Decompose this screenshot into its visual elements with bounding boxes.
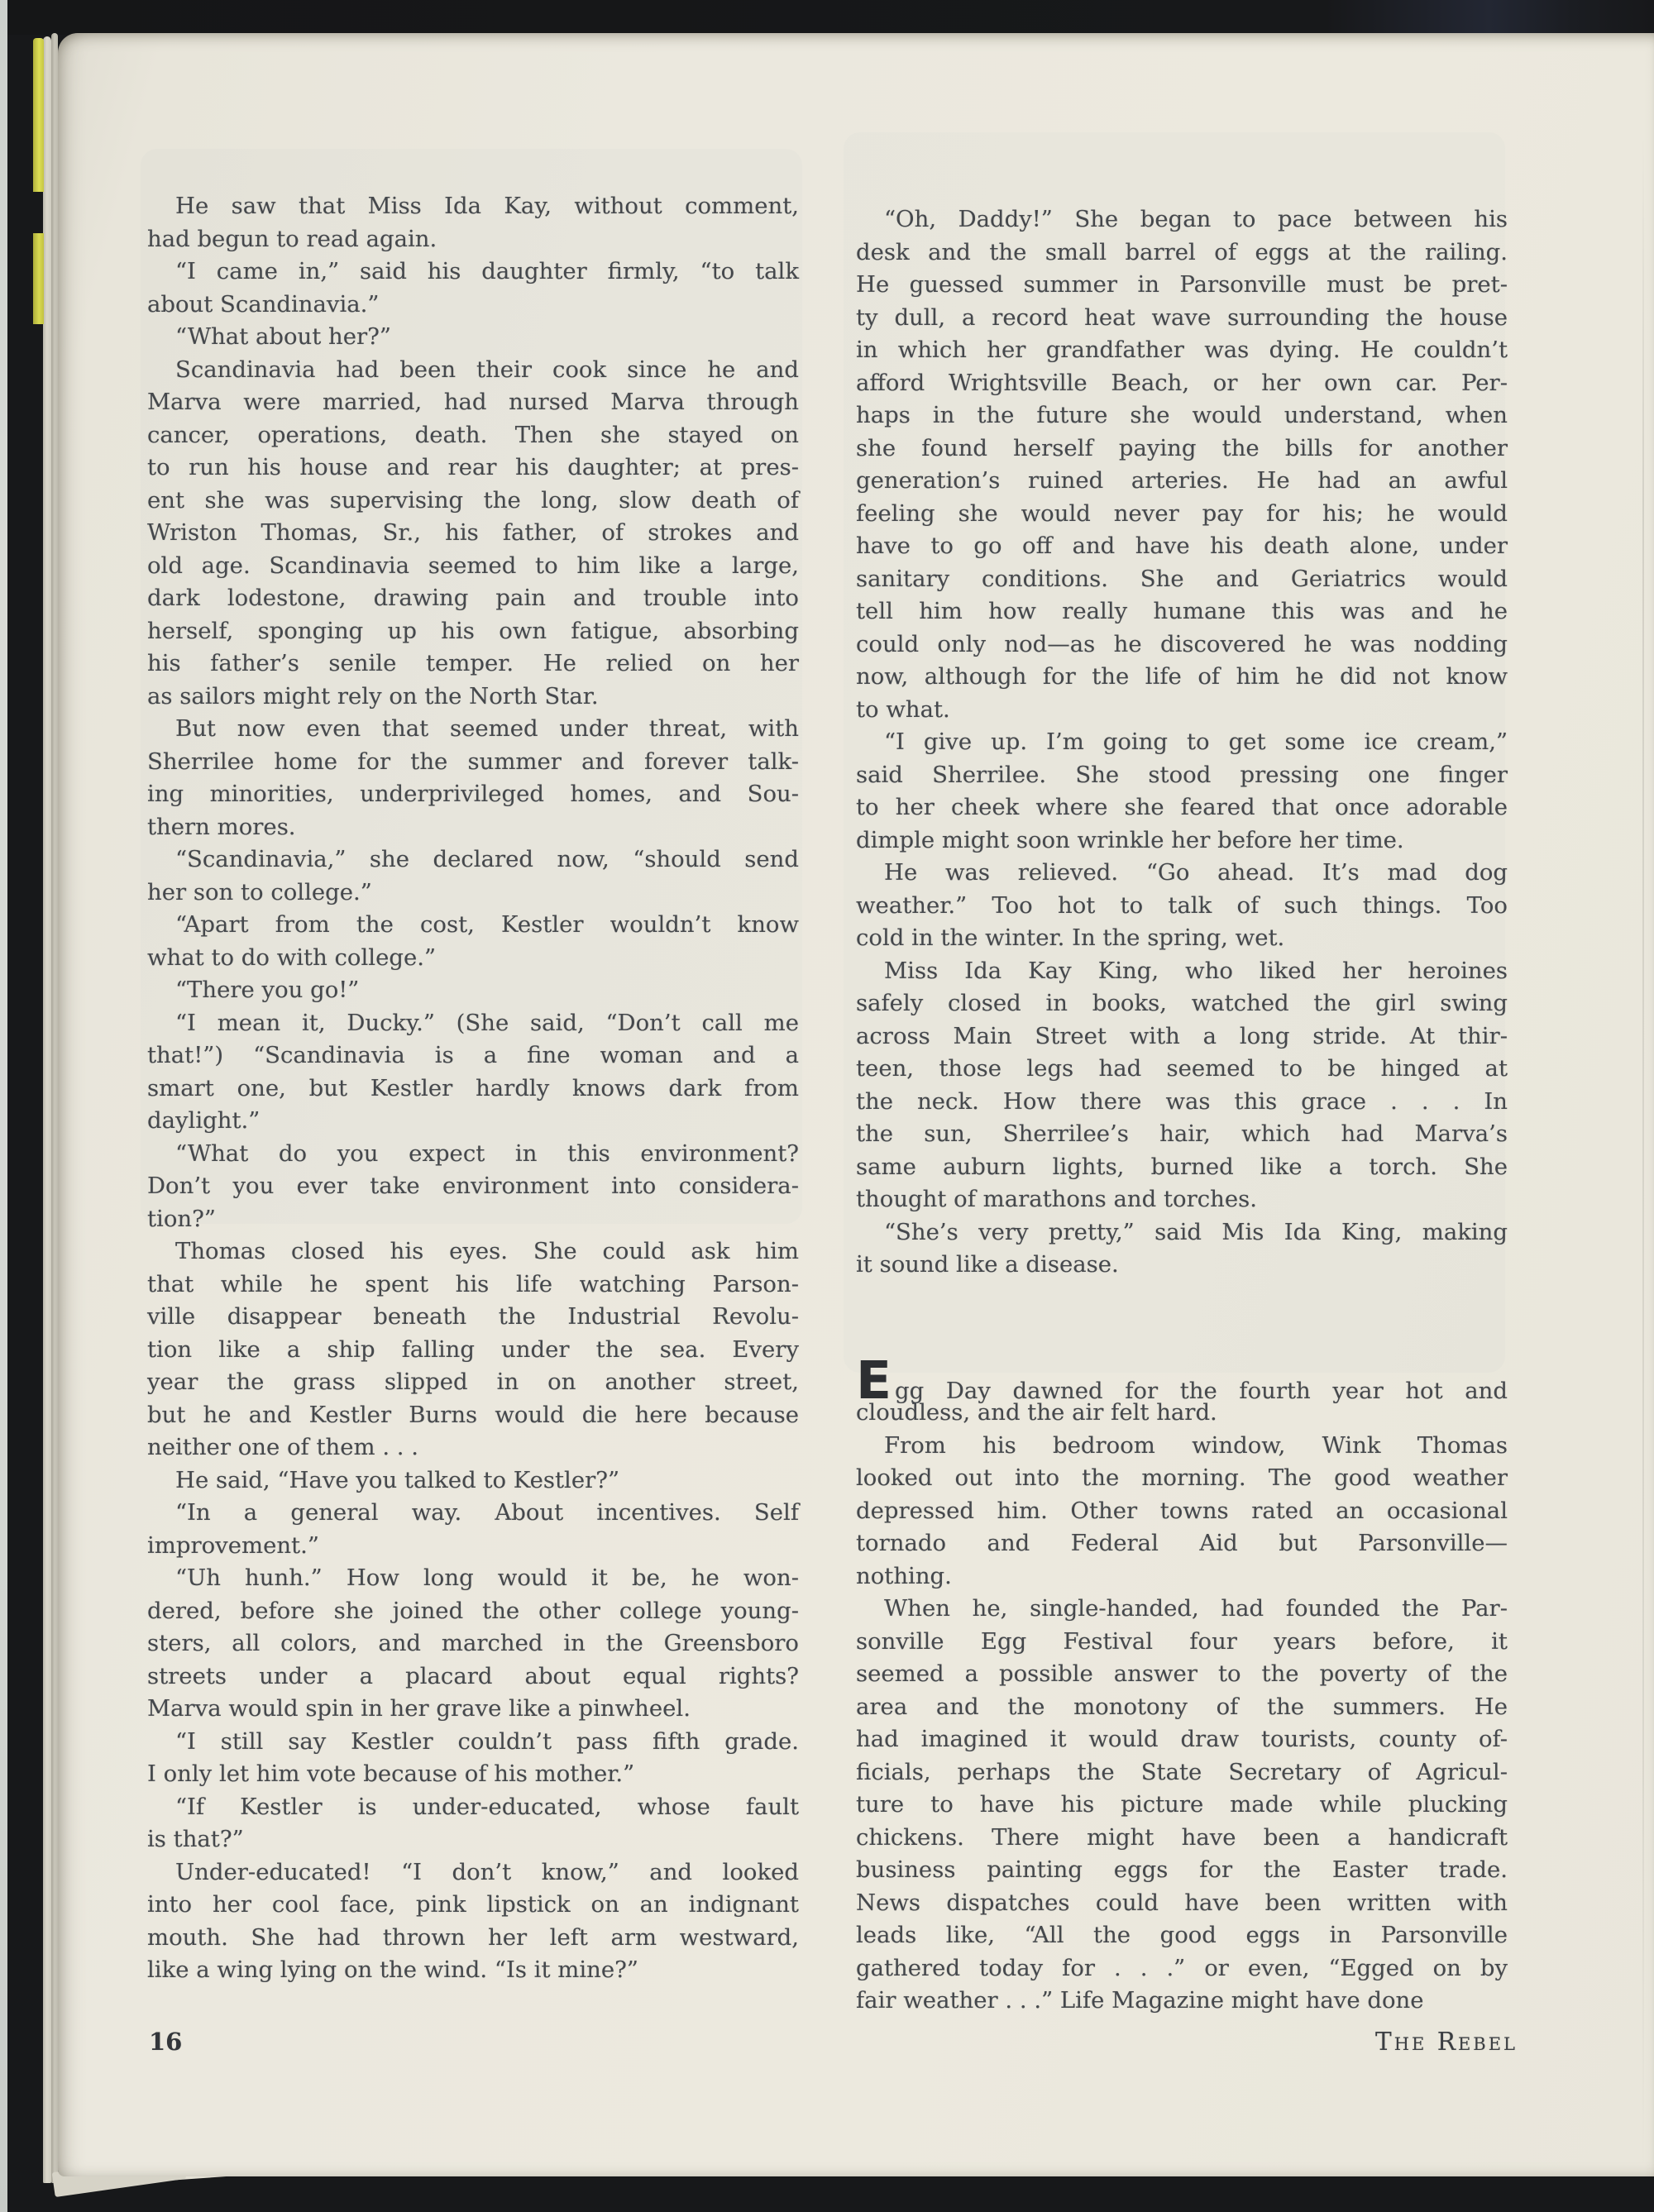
text-line: I only let him vote because of his mother.” xyxy=(147,1761,635,1787)
paragraph xyxy=(856,955,1508,1216)
paragraph xyxy=(856,1216,1508,1282)
text-line: it sound like a disease. xyxy=(856,1251,1119,1278)
text-line: said Sherrilee. She stood pressing one finger xyxy=(856,761,1508,788)
paragraph xyxy=(147,1856,799,1987)
text-line: about Scandinavia.” xyxy=(147,290,380,318)
text-line: Marva were married, had nursed Marva through xyxy=(147,389,799,415)
text-line: same auburn lights, burned like a torch. She xyxy=(856,1153,1508,1180)
text-line: she found herself paying the bills for another xyxy=(856,434,1508,461)
text-line: streets under a placard about equal rights? xyxy=(147,1662,799,1689)
text-line: cold in the winter. In the spring, wet. xyxy=(856,924,1285,951)
text-line: “She’s very pretty,” said Mis Ida King, making xyxy=(884,1218,1508,1245)
text-line: but he and Kestler Burns would die here because xyxy=(147,1401,799,1428)
text-line: like a wing lying on the wind. “Is it mine?” xyxy=(147,1956,638,1983)
paragraph xyxy=(856,857,1508,955)
paragraph xyxy=(147,909,799,974)
paragraph xyxy=(147,1138,799,1236)
text-line: Sherrilee home for the summer and forever talk- xyxy=(147,748,799,775)
text-line: sters, all colors, and marched in the Greensboro xyxy=(147,1630,799,1656)
text-line: sanitary conditions. She and Geriatrics would xyxy=(856,565,1508,592)
journal-title: The Rebel xyxy=(1375,2028,1518,2056)
paragraph xyxy=(147,1497,799,1562)
paragraph xyxy=(147,354,799,714)
text-line: old age. Scandinavia seemed to him like a large, xyxy=(147,552,799,579)
paragraph xyxy=(147,1007,799,1138)
text-line: to run his house and rear his daughter; at pres- xyxy=(147,454,799,480)
text-line: as sailors might rely on the North Star. xyxy=(147,682,599,709)
text-line: “If Kestler is under-educated, whose fault xyxy=(175,1793,799,1820)
text-line: now, although for the life of him he did not know xyxy=(856,663,1508,690)
text-line: improvement.” xyxy=(147,1531,319,1559)
page-edge-strip xyxy=(43,36,51,2183)
text-line: thought of marathons and torches. xyxy=(856,1186,1257,1212)
text-line: feeling she would never pay for his; he would xyxy=(856,499,1508,527)
paragraph xyxy=(856,1350,1508,1430)
text-line: safely closed in books, watched the girl swing xyxy=(856,990,1508,1016)
text-line: Under-educated! “I don’t know,” and looked xyxy=(175,1858,799,1885)
text-line: “What do you expect in this environment? xyxy=(175,1139,799,1167)
paragraph xyxy=(147,1235,799,1464)
text-column-right xyxy=(856,203,1508,2018)
text-line: He was relieved. “Go ahead. It’s mad dog xyxy=(884,859,1508,886)
text-line: Thomas closed his eyes. She could ask him xyxy=(175,1238,799,1264)
text-line: chickens. There might have been a handicraft xyxy=(856,1823,1508,1851)
page-edge-strip xyxy=(36,324,44,2102)
text-line: Egg Day dawned for the fourth year hot and xyxy=(856,1350,1508,1411)
text-line: nothing. xyxy=(856,1562,952,1589)
paragraph xyxy=(147,190,799,256)
text-line: tion like a ship falling under the sea. Every xyxy=(147,1335,799,1363)
page-edge-highlight xyxy=(33,38,44,192)
text-line: across Main Street with a long stride. At thir- xyxy=(856,1022,1508,1049)
text-line: dimple might soon wrinkle her before her time. xyxy=(856,826,1404,853)
text-line: to what. xyxy=(856,695,950,723)
text-line: dered, before she joined the other college young- xyxy=(147,1597,799,1624)
text-line: thern mores. xyxy=(147,813,296,840)
text-line: smart one, but Kestler hardly knows dark from xyxy=(147,1074,799,1101)
text-line: her son to college.” xyxy=(147,878,372,905)
text-line: seemed a possible answer to the poverty of the xyxy=(856,1660,1508,1687)
text-line: “There you go!” xyxy=(175,977,360,1003)
text-line: “I mean it, Ducky.” (She said, “Don’t call me xyxy=(175,1009,799,1036)
text-line: teen, those legs had seemed to be hinged at xyxy=(856,1055,1508,1082)
text-line: When he, single-handed, had founded the Par- xyxy=(884,1595,1508,1622)
text-line: Scandinavia had been their cook since he and xyxy=(175,356,799,383)
text-line: that!”) “Scandinavia is a fine woman and a xyxy=(147,1042,799,1068)
paragraph xyxy=(147,1791,799,1856)
text-line: neither one of them . . . xyxy=(147,1434,419,1460)
text-line: He guessed summer in Parsonville must be pret- xyxy=(856,271,1508,298)
text-line: ture to have his picture made while plucking xyxy=(856,1791,1508,1818)
text-line: “I came in,” said his daughter firmly, “to talk xyxy=(175,258,799,284)
text-line: daylight.” xyxy=(147,1107,261,1134)
book-backdrop-top xyxy=(7,0,1654,35)
paragraph xyxy=(147,1562,799,1726)
paragraph xyxy=(147,321,799,354)
paragraph xyxy=(147,1464,799,1498)
text-line: had begun to read again. xyxy=(147,225,437,252)
text-line: “I still say Kestler couldn’t pass fifth grade. xyxy=(175,1727,799,1755)
text-line: From his bedroom window, Wink Thomas xyxy=(884,1431,1508,1459)
text-line: afford Wrightsville Beach, or her own car. Per- xyxy=(856,369,1508,396)
paragraph xyxy=(147,713,799,843)
text-line: his father’s senile temper. He relied on her xyxy=(147,650,799,676)
text-line: News dispatches could have been written with xyxy=(856,1889,1508,1916)
text-line: “Oh, Daddy!” She began to pace between his xyxy=(884,206,1508,232)
paragraph xyxy=(856,1430,1508,1593)
page-number: 16 xyxy=(149,2028,183,2056)
section-break xyxy=(856,1282,1508,1364)
text-line: “Scandinavia,” she declared now, “should send xyxy=(175,846,799,872)
text-line: “I give up. I’m going to get some ice cream,” xyxy=(884,729,1508,755)
text-line: area and the monotony of the summers. He xyxy=(856,1693,1508,1720)
text-line: tornado and Federal Aid but Parsonville— xyxy=(856,1530,1508,1556)
text-line: the sun, Sherrilee’s hair, which had Marva’s xyxy=(856,1120,1508,1147)
text-line: gathered today for . . .” or even, “Egged on by xyxy=(856,1954,1508,1981)
text-line: ville disappear beneath the Industrial Revolu- xyxy=(147,1303,799,1330)
text-line: Wriston Thomas, Sr., his father, of strokes and xyxy=(147,519,799,546)
text-line: But now even that seemed under threat, with xyxy=(175,715,799,742)
text-line: Marva would spin in her grave like a pinwheel. xyxy=(147,1695,691,1722)
paragraph xyxy=(147,256,799,321)
text-line: the neck. How there was this grace . . . In xyxy=(856,1087,1508,1115)
text-line: that while he spent his life watching Parson- xyxy=(147,1270,799,1297)
text-line: ing minorities, underprivileged homes, and Sou- xyxy=(147,781,799,807)
paragraph xyxy=(147,974,799,1007)
text-line: business painting eggs for the Easter trade. xyxy=(856,1856,1508,1883)
text-line: tion?” xyxy=(147,1205,216,1232)
text-line: “In a general way. About incentives. Self xyxy=(175,1499,799,1526)
text-line: “Uh hunh.” How long would it be, he won- xyxy=(175,1565,799,1591)
text-line: looked out into the morning. The good weather xyxy=(856,1464,1508,1491)
text-line: haps in the future she would understand, when xyxy=(856,402,1508,428)
text-line: dark lodestone, drawing pain and trouble into xyxy=(147,585,799,611)
scanner-edge-strip xyxy=(0,0,7,2212)
text-line: weather.” Too hot to talk of such things. Too xyxy=(856,891,1508,919)
text-line: Don’t you ever take environment into considera- xyxy=(147,1173,799,1199)
text-line: herself, sponging up his own fatigue, absorbing xyxy=(147,617,799,644)
paragraph xyxy=(856,203,1508,726)
text-line: into her cool face, pink lipstick on an indignant xyxy=(147,1891,799,1918)
text-line: He said, “Have you talked to Kestler?” xyxy=(175,1466,620,1493)
text-line: desk and the small barrel of eggs at the railing. xyxy=(856,238,1508,265)
text-line: sonville Egg Festival four years before, it xyxy=(856,1627,1508,1655)
text-line: have to go off and have his death alone, under xyxy=(856,533,1508,559)
text-line: is that?” xyxy=(147,1826,244,1852)
text-line: year the grass slipped in on another street, xyxy=(147,1369,799,1395)
text-line: had imagined it would draw tourists, county of- xyxy=(856,1726,1508,1752)
paragraph xyxy=(856,1593,1508,2018)
text-line: ty dull, a record heat wave surrounding the house xyxy=(856,303,1508,331)
text-line: to her cheek where she feared that once adorable xyxy=(856,794,1508,820)
text-line: generation’s ruined arteries. He had an awful xyxy=(856,467,1508,494)
paragraph xyxy=(147,1726,799,1791)
text-line: ficials, perhaps the State Secretary of Agricul- xyxy=(856,1758,1508,1785)
page-edge-strip xyxy=(51,33,58,2183)
page-sheet xyxy=(58,33,1654,2176)
text-line: Miss Ida Kay King, who liked her heroines xyxy=(884,957,1508,984)
text-line: cloudless, and the air felt hard. xyxy=(856,1399,1217,1426)
text-line: “Apart from the cost, Kestler wouldn’t know xyxy=(175,911,799,938)
paragraph xyxy=(856,726,1508,857)
page-edge-highlight xyxy=(33,233,44,324)
text-line: mouth. She had thrown her left arm westward, xyxy=(147,1923,799,1951)
text-line: what to do with college.” xyxy=(147,944,437,971)
text-line: tell him how really humane this was and he xyxy=(856,598,1508,624)
paragraph xyxy=(147,843,799,909)
text-line: in which her grandfather was dying. He couldn’t xyxy=(856,337,1508,363)
text-line: depressed him. Other towns rated an occasional xyxy=(856,1497,1508,1524)
drop-cap: E xyxy=(856,1350,892,1411)
text-line: fair weather . . .” Life Magazine might have done xyxy=(856,1987,1424,2014)
page-crease xyxy=(1642,132,1644,2176)
text-line: ent she was supervising the long, slow death of xyxy=(147,486,799,514)
text-line: cancer, operations, death. Then she stayed on xyxy=(147,421,799,448)
text-line: could only nod—as he discovered he was nodding xyxy=(856,630,1508,657)
text-line: leads like, “All the good eggs in Parsonville xyxy=(856,1922,1508,1948)
text-column-left xyxy=(147,190,799,1987)
text-line: He saw that Miss Ida Kay, without comment, xyxy=(175,193,799,219)
text-line: “What about her?” xyxy=(175,323,391,350)
